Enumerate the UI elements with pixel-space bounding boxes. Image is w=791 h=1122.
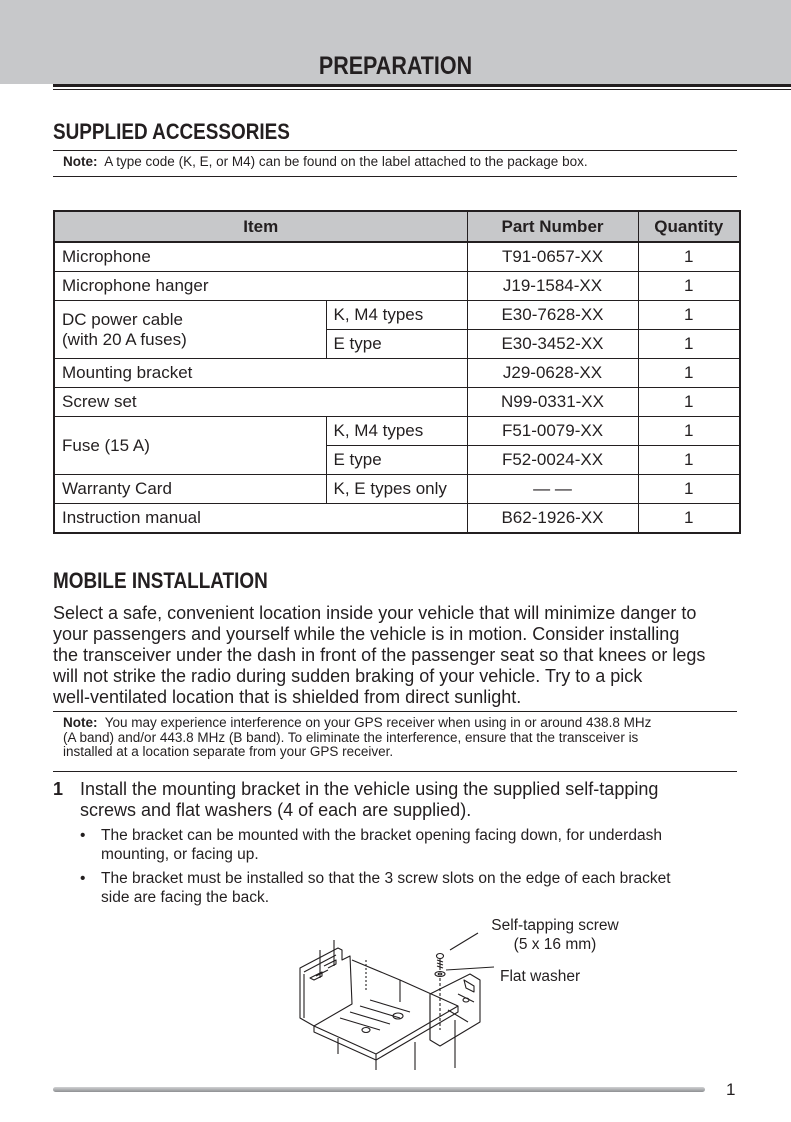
step-line: Install the mounting bracket in the vehicle using the supplied self-tapping: [80, 779, 659, 799]
qty-cell: 1: [638, 446, 740, 475]
washer-label: Flat washer: [500, 968, 581, 985]
bullet-dot: •: [80, 870, 86, 887]
variant-cell: E type: [326, 330, 467, 359]
part-cell: F51-0079-XX: [467, 417, 638, 446]
qty-cell: 1: [638, 359, 740, 388]
bullet-line: mounting, or facing up.: [101, 846, 259, 863]
item-cell: Fuse (15 A): [54, 417, 326, 475]
part-cell: B62-1926-XX: [467, 504, 638, 534]
col-header-quantity: Quantity: [638, 211, 740, 242]
qty-cell: 1: [638, 388, 740, 417]
page-title: PREPARATION: [318, 52, 473, 80]
part-cell: E30-7628-XX: [467, 301, 638, 330]
qty-cell: 1: [638, 272, 740, 301]
note-line: [63, 716, 727, 731]
page-number: 1: [726, 1080, 736, 1099]
bullet-line: side are facing the back.: [101, 889, 270, 906]
bracket-left-side: [300, 940, 352, 1026]
table-row: [54, 504, 740, 534]
bullet-line: The bracket can be mounted with the bracket opening facing down, for underdash: [101, 827, 662, 844]
header-rule-thin: [53, 89, 791, 90]
table-header-row: [54, 211, 740, 242]
item-cell: Microphone hanger: [54, 272, 467, 301]
paragraph-line: well-ventilated location that is shielded from direct sunlight.: [53, 687, 522, 707]
paragraph-line: your passengers and yourself while the vehicle is in motion. Consider installing: [53, 624, 680, 644]
part-cell: — —: [467, 475, 638, 504]
accessories-note: [53, 150, 737, 177]
qty-cell: 1: [638, 301, 740, 330]
footer-bar: [53, 1087, 705, 1092]
part-cell: N99-0331-XX: [467, 388, 638, 417]
variant-cell: K, M4 types: [326, 417, 467, 446]
item-cell: Microphone: [54, 242, 467, 272]
installation-paragraph: [53, 603, 743, 708]
mobile-installation-heading: MOBILE INSTALLATION: [53, 568, 268, 593]
qty-cell: 1: [638, 417, 740, 446]
note-line: installed at a location separate from your GPS receiver.: [63, 744, 394, 759]
variant-cell: E type: [326, 446, 467, 475]
screw-icon: [437, 954, 444, 971]
table-row: [54, 242, 740, 272]
table-row: [54, 475, 740, 504]
item-cell: Screw set: [54, 388, 467, 417]
bullet-dot: •: [80, 827, 86, 844]
bracket-base: [314, 980, 458, 1060]
table-row: [54, 388, 740, 417]
mounting-bracket-figure: [280, 930, 510, 1070]
item-cell: Instruction manual: [54, 504, 467, 534]
col-header-item: Item: [54, 211, 467, 242]
note-text: A type code (K, E, or M4) can be found on the label attached to the package box.: [104, 154, 588, 169]
paragraph-line: the transceiver under the dash in front of the passenger seat so that knees or legs: [53, 645, 706, 665]
bullet-text: [101, 826, 731, 864]
step-line: screws and flat washers (4 of each are supplied).: [80, 800, 472, 820]
screw-leader-line: [450, 933, 478, 950]
bullet-text: [101, 869, 731, 907]
part-cell: J19-1584-XX: [467, 272, 638, 301]
accessories-table: [53, 210, 741, 534]
table-row: [54, 359, 740, 388]
paragraph-line: Select a safe, convenient location inside your vehicle that will minimize danger to: [53, 603, 697, 623]
washer-icon: [435, 972, 445, 977]
step-number: 1: [53, 779, 64, 799]
note-label: Note:: [63, 715, 98, 730]
table-row: [54, 417, 740, 446]
qty-cell: 1: [638, 242, 740, 272]
note-text: You may experience interference on your GPS receiver when using in or around 438.8 MHz: [104, 715, 652, 730]
col-header-part-number: Part Number: [467, 211, 638, 242]
part-cell: J29-0628-XX: [467, 359, 638, 388]
variant-cell: K, E types only: [326, 475, 467, 504]
item-cell: Warranty Card: [54, 475, 326, 504]
qty-cell: 1: [638, 475, 740, 504]
step-text: [80, 779, 740, 821]
part-cell: E30-3452-XX: [467, 330, 638, 359]
supplied-accessories-heading: SUPPLIED ACCESSORIES: [53, 119, 290, 144]
screw-size-label: (5 x 16 mm): [513, 936, 597, 953]
gps-note: [53, 711, 737, 772]
paragraph-line: will not strike the radio during sudden braking of your vehicle. Try to a pick: [53, 666, 643, 686]
bracket-back: [352, 960, 400, 1002]
qty-cell: 1: [638, 330, 740, 359]
qty-cell: 1: [638, 504, 740, 534]
item-line: (with 20 A fuses): [62, 329, 187, 349]
variant-cell: K, M4 types: [326, 301, 467, 330]
header-rule: [53, 84, 791, 87]
bullet-line: The bracket must be installed so that the 3 screw slots on the edge of each bracket: [101, 870, 671, 887]
item-cell: [54, 301, 326, 359]
part-cell: F52-0024-XX: [467, 446, 638, 475]
note-line: (A band) and/or 443.8 MHz (B band). To eliminate the interference, ensure that the transceiver is: [63, 729, 639, 745]
table-row: [54, 272, 740, 301]
note-label: Note:: [63, 154, 98, 169]
screw-label: Self-tapping screw: [491, 917, 619, 934]
part-cell: T91-0657-XX: [467, 242, 638, 272]
item-cell: Mounting bracket: [54, 359, 467, 388]
table-row: [54, 301, 740, 330]
washer-leader-line: [446, 967, 494, 970]
item-line: DC power cable: [62, 309, 183, 329]
